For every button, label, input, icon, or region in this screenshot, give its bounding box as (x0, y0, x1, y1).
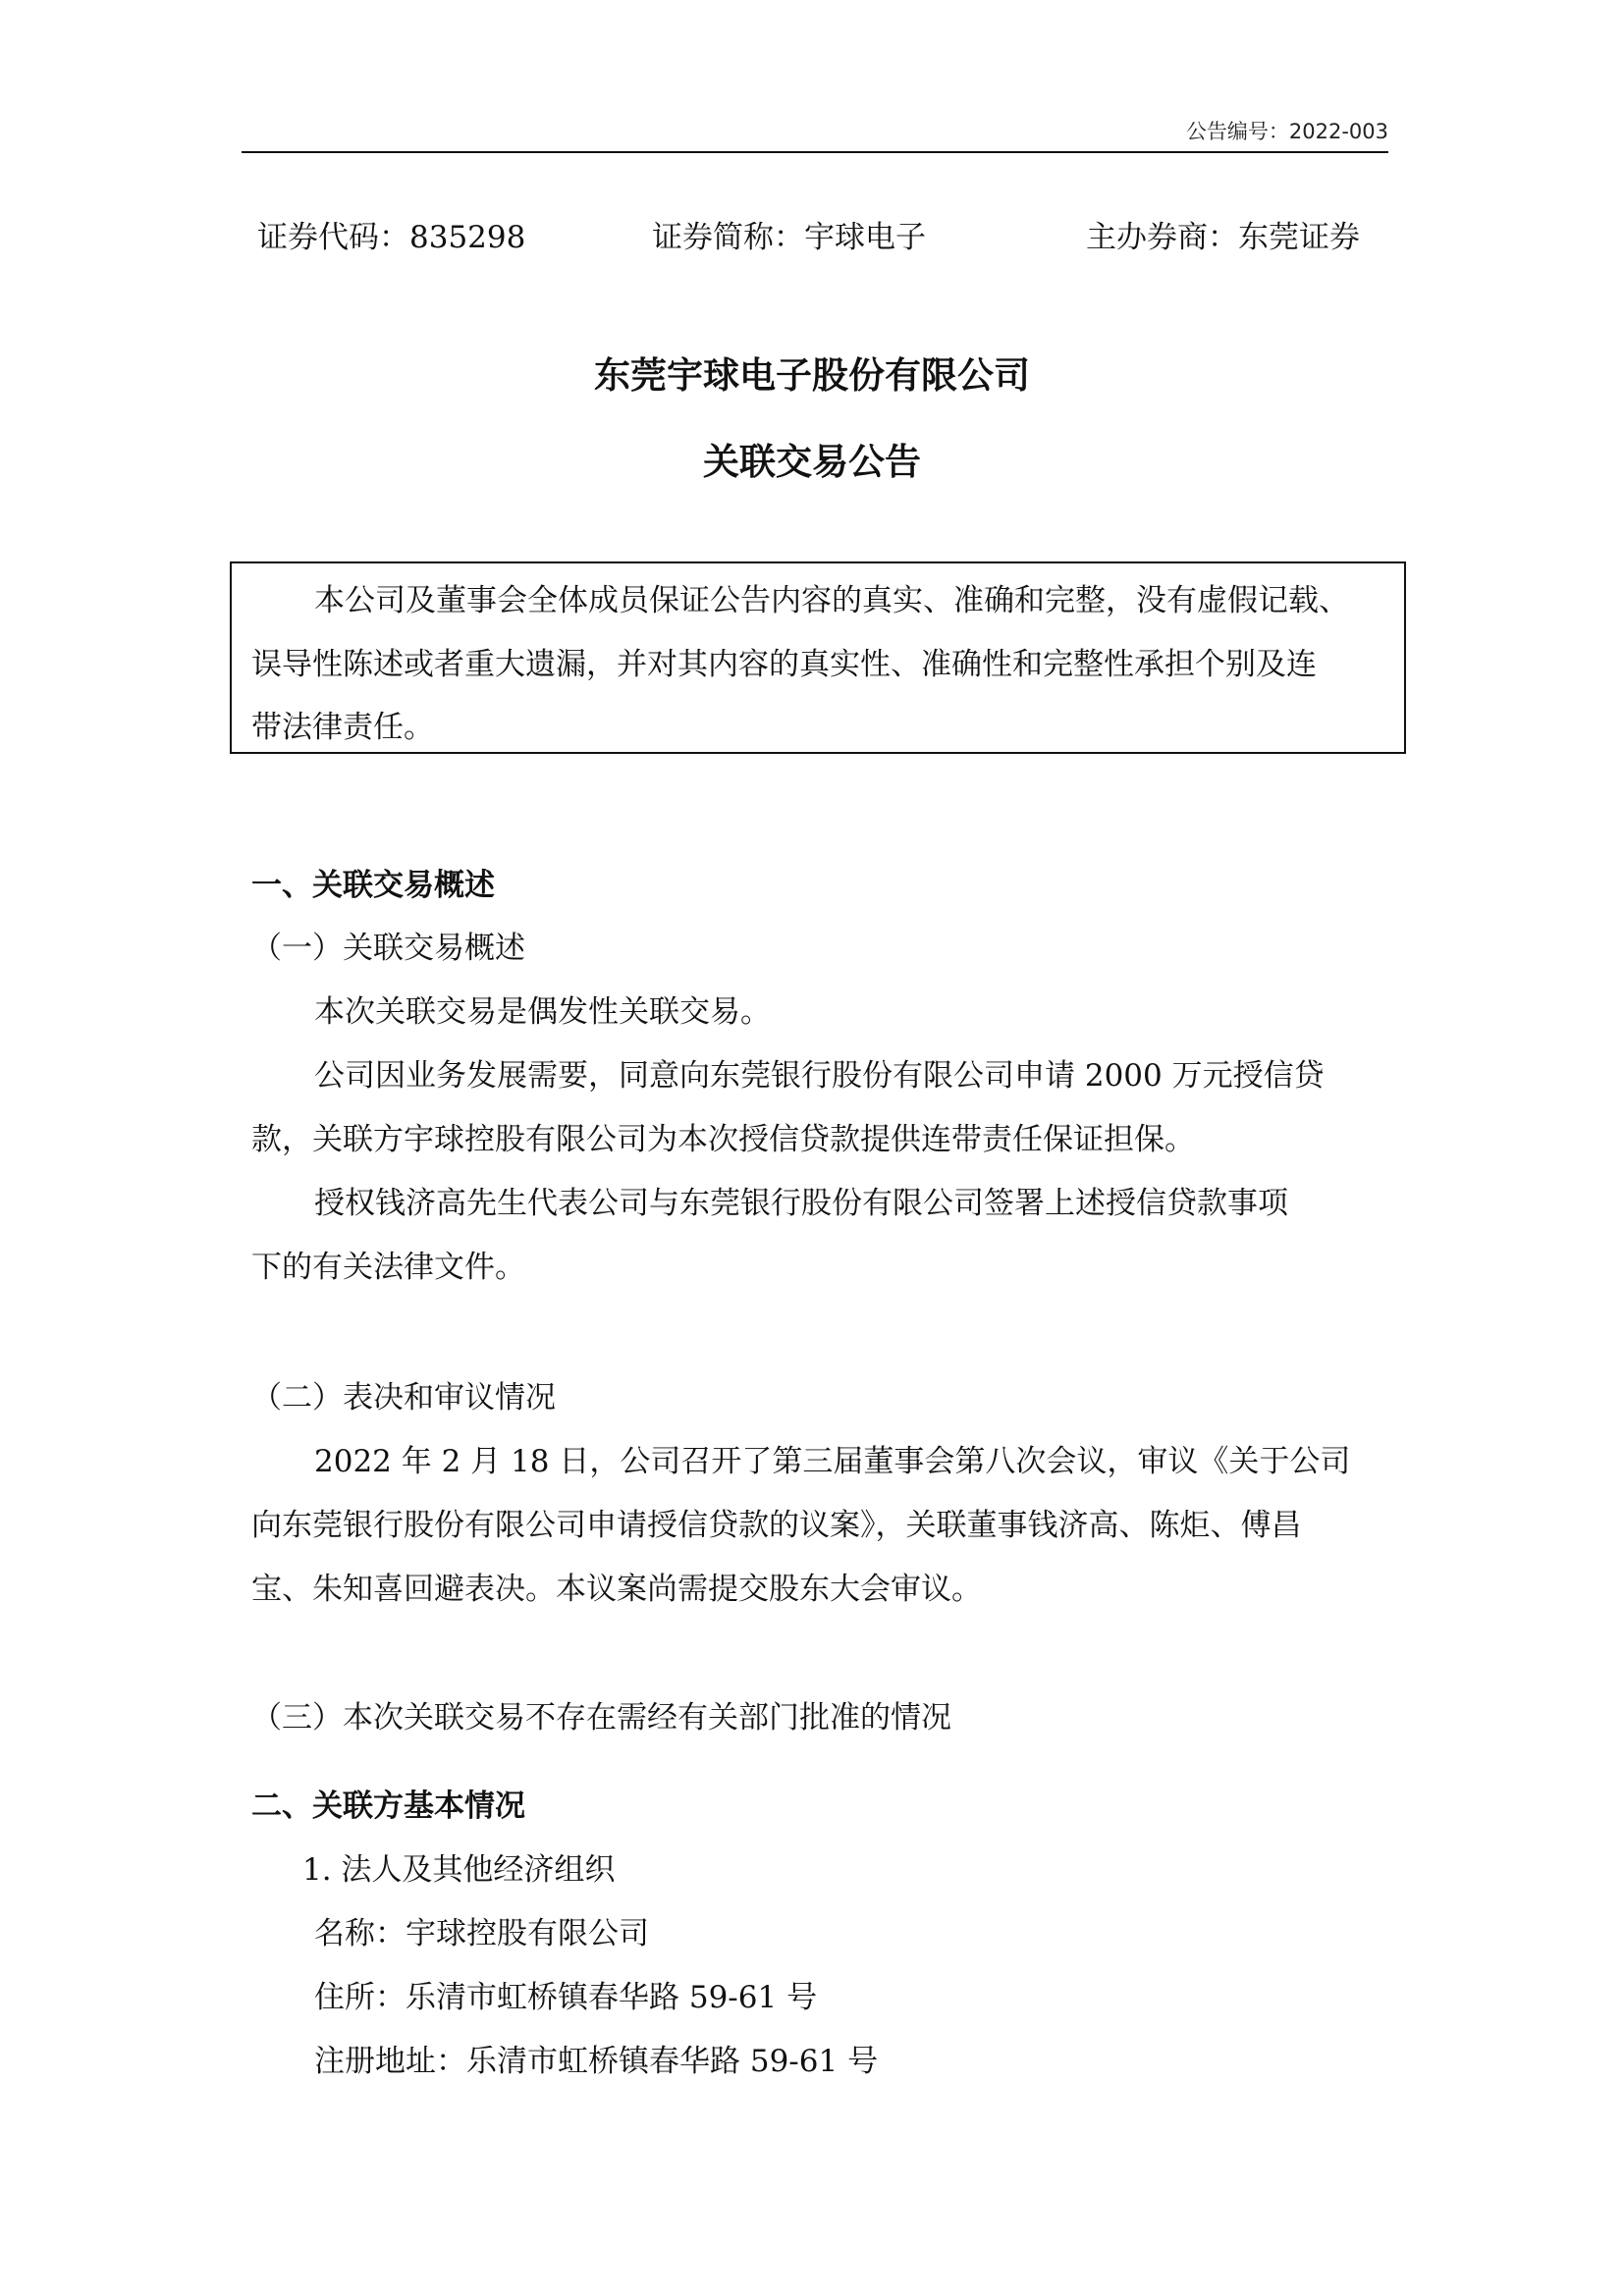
disclaimer-line-3: 带法律责任。 (251, 710, 434, 745)
paragraph-loan-line-1: 公司因业务发展需要，同意向东莞银行股份有限公司申请 2000 万元授信贷 (314, 1058, 1325, 1094)
announcement-number: 公告编号：2022-003 (1185, 120, 1388, 143)
securities-code: 证券代码：835298 (257, 220, 526, 255)
paragraph-voting-line-1: 2022 年 2 月 18 日，公司召开了第三届董事会第八次会议，审议《关于公司 (314, 1444, 1351, 1479)
paragraph-loan-line-2: 款，关联方宇球控股有限公司为本次授信贷款提供连带责任保证担保。 (251, 1122, 1195, 1157)
document-title: 关联交易公告 (703, 441, 921, 483)
disclaimer-line-1: 本公司及董事会全体成员保证公告内容的真实、准确和完整，没有虚假记载、 (314, 583, 1349, 618)
section-1-3-heading: （三）本次关联交易不存在需经有关部门批准的情况 (251, 1700, 951, 1735)
section-1-heading: 一、关联交易概述 (251, 868, 495, 903)
related-party-name: 名称：宇球控股有限公司 (314, 1916, 649, 1951)
company-title: 东莞宇球电子股份有限公司 (594, 354, 1030, 397)
header-rule (242, 151, 1388, 153)
section-2-heading: 二、关联方基本情况 (251, 1789, 525, 1824)
section-1-2-heading: （二）表决和审议情况 (251, 1380, 556, 1415)
section-1-1-heading: （一）关联交易概述 (251, 931, 525, 966)
paragraph-voting-line-2: 向东莞银行股份有限公司申请授信贷款的议案》，关联董事钱济高、陈炬、傅昌 (251, 1508, 1302, 1543)
disclaimer-line-2: 误导性陈述或者重大遗漏，并对其内容的真实性、准确性和完整性承担个别及连 (251, 647, 1317, 682)
related-party-residence: 住所：乐清市虹桥镇春华路 59-61 号 (314, 1980, 818, 2015)
securities-short-name: 证券简称：宇球电子 (652, 220, 926, 255)
section-2-item-1: 1. 法人及其他经济组织 (302, 1852, 616, 1888)
paragraph-authorization-line-1: 授权钱济高先生代表公司与东莞银行股份有限公司签署上述授信贷款事项 (314, 1186, 1288, 1221)
paragraph-nature: 本次关联交易是偶发性关联交易。 (314, 994, 771, 1030)
paragraph-voting-line-3: 宝、朱知喜回避表决。本议案尚需提交股东大会审议。 (251, 1572, 982, 1607)
paragraph-authorization-line-2: 下的有关法律文件。 (251, 1250, 525, 1285)
related-party-registered-address: 注册地址：乐清市虹桥镇春华路 59-61 号 (314, 2044, 879, 2079)
sponsor-broker: 主办券商：东莞证券 (1086, 220, 1360, 255)
